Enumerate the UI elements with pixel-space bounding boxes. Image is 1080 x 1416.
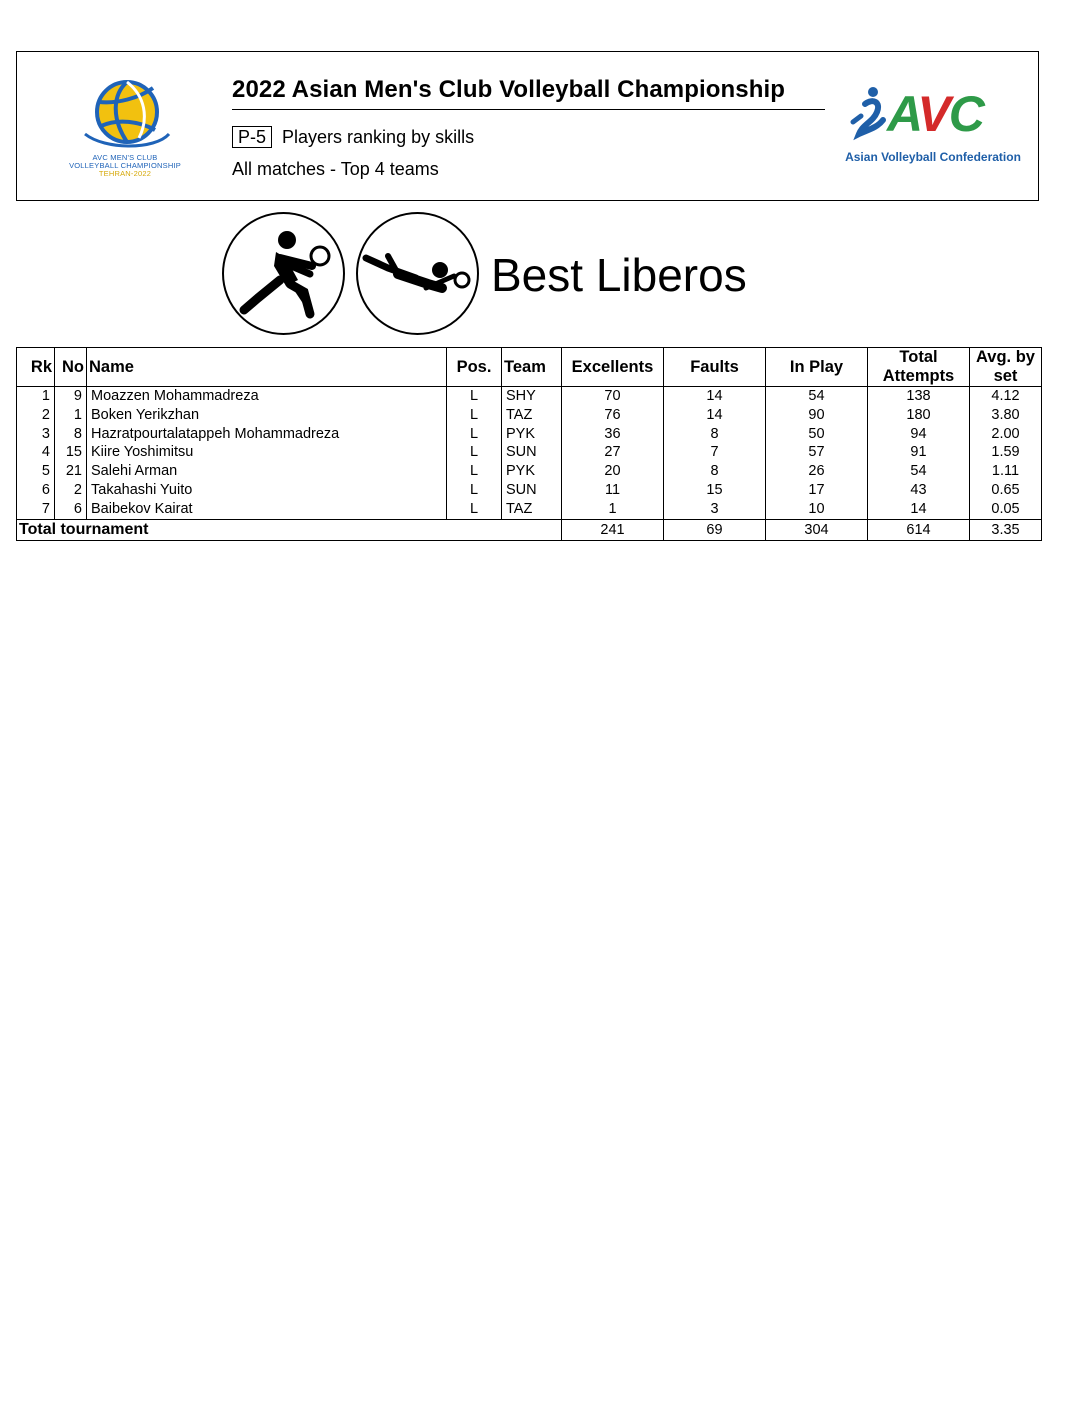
report-subtitle: All matches - Top 4 teams: [232, 159, 439, 179]
table-row: [17, 443, 1042, 462]
cell-faults: 15: [664, 481, 766, 500]
cell-total-attempts: 43: [868, 481, 970, 500]
cell-excellents: 1: [562, 500, 664, 519]
cell-no: 15: [55, 443, 87, 462]
cell-total-attempts: 180: [868, 406, 970, 425]
cell-faults: 8: [664, 425, 766, 444]
cell-excellents: 36: [562, 425, 664, 444]
cell-name: Salehi Arman: [87, 462, 447, 481]
cell-rk: 5: [17, 462, 55, 481]
cell-pos: L: [447, 500, 502, 519]
cell-rk: 2: [17, 406, 55, 425]
avc-caption: Asian Volleyball Confederation: [845, 150, 1021, 164]
col-faults: Faults: [664, 348, 766, 387]
logo-text-line-3: TEHRAN-2022: [98, 169, 152, 178]
cell-rk: 6: [17, 481, 55, 500]
cell-team: TAZ: [502, 500, 562, 519]
report-code-badge: P-5: [232, 126, 272, 148]
cell-avg: 0.65: [970, 481, 1042, 500]
col-avg-by-set: Avg. by set: [970, 348, 1042, 387]
volleyball-logo-icon: [65, 74, 185, 154]
cell-pos: L: [447, 406, 502, 425]
cell-pos: L: [447, 481, 502, 500]
logo-text-line-1: AVC MEN'S CLUB: [92, 153, 158, 162]
cell-faults: 3: [664, 500, 766, 519]
cell-excellents: 76: [562, 406, 664, 425]
table-row: [17, 406, 1042, 425]
cell-name: Boken Yerikzhan: [87, 406, 447, 425]
cell-excellents: 27: [562, 443, 664, 462]
cell-team: SUN: [502, 443, 562, 462]
cell-faults: 14: [664, 406, 766, 425]
total-faults: 69: [664, 519, 766, 540]
cell-total-attempts: 91: [868, 443, 970, 462]
cell-team: PYK: [502, 425, 562, 444]
volleyball-dig-icon: [222, 212, 345, 335]
cell-name: Takahashi Yuito: [87, 481, 447, 500]
cell-name: Hazratpourtalatappeh Mohammadreza: [87, 425, 447, 444]
cell-rk: 7: [17, 500, 55, 519]
total-excellents: 241: [562, 519, 664, 540]
cell-pos: L: [447, 462, 502, 481]
table-row: [17, 462, 1042, 481]
cell-in-play: 17: [766, 481, 868, 500]
cell-faults: 8: [664, 462, 766, 481]
cell-excellents: 11: [562, 481, 664, 500]
total-avg: 3.35: [970, 519, 1042, 540]
total-in-play: 304: [766, 519, 868, 540]
cell-team: PYK: [502, 462, 562, 481]
cell-in-play: 57: [766, 443, 868, 462]
col-pos: Pos.: [447, 348, 502, 387]
cell-pos: L: [447, 387, 502, 406]
page-title: 2022 Asian Men's Club Volleyball Championship: [232, 76, 785, 103]
cell-avg: 3.80: [970, 406, 1042, 425]
cell-name: Baibekov Kairat: [87, 500, 447, 519]
avc-letters: AVC: [887, 86, 983, 142]
col-in-play: In Play: [766, 348, 868, 387]
cell-in-play: 90: [766, 406, 868, 425]
cell-name: Kiire Yoshimitsu: [87, 443, 447, 462]
cell-rk: 3: [17, 425, 55, 444]
table-row: [17, 481, 1042, 500]
cell-in-play: 10: [766, 500, 868, 519]
cell-avg: 1.11: [970, 462, 1042, 481]
cell-team: SHY: [502, 387, 562, 406]
event-logo: [65, 74, 185, 186]
cell-pos: L: [447, 425, 502, 444]
cell-total-attempts: 14: [868, 500, 970, 519]
cell-no: 9: [55, 387, 87, 406]
section-title: Best Liberos: [491, 249, 747, 301]
logo-text-line-2: VOLLEYBALL CHAMPIONSHIP: [69, 161, 181, 170]
total-label: Total tournament: [17, 519, 562, 540]
cell-team: SUN: [502, 481, 562, 500]
cell-team: TAZ: [502, 406, 562, 425]
avc-logo: [843, 84, 1023, 166]
cell-avg: 2.00: [970, 425, 1042, 444]
cell-faults: 7: [664, 443, 766, 462]
report-header: [16, 51, 1039, 201]
cell-avg: 0.05: [970, 500, 1042, 519]
cell-in-play: 50: [766, 425, 868, 444]
report-code-row: [232, 126, 474, 148]
cell-total-attempts: 138: [868, 387, 970, 406]
col-rk: Rk: [17, 348, 55, 387]
liberos-ranking-table: [16, 347, 1042, 541]
cell-avg: 1.59: [970, 443, 1042, 462]
title-divider: [232, 109, 825, 110]
cell-no: 2: [55, 481, 87, 500]
report-title: Players ranking by skills: [282, 126, 475, 147]
table-row: [17, 500, 1042, 519]
cell-avg: 4.12: [970, 387, 1042, 406]
table-total-row: [17, 519, 1042, 540]
col-name: Name: [87, 348, 447, 387]
volleyball-dive-icon: [356, 212, 479, 335]
cell-excellents: 20: [562, 462, 664, 481]
cell-rk: 1: [17, 387, 55, 406]
col-excellents: Excellents: [562, 348, 664, 387]
cell-faults: 14: [664, 387, 766, 406]
cell-no: 6: [55, 500, 87, 519]
cell-rk: 4: [17, 443, 55, 462]
col-total-attempts: Total Attempts: [868, 348, 970, 387]
table-header-row: [17, 348, 1042, 387]
cell-total-attempts: 54: [868, 462, 970, 481]
cell-no: 21: [55, 462, 87, 481]
table-row: [17, 425, 1042, 444]
table-row: [17, 387, 1042, 406]
cell-in-play: 54: [766, 387, 868, 406]
col-no: No: [55, 348, 87, 387]
cell-no: 1: [55, 406, 87, 425]
total-attempts: 614: [868, 519, 970, 540]
cell-name: Moazzen Mohammadreza: [87, 387, 447, 406]
cell-in-play: 26: [766, 462, 868, 481]
cell-excellents: 70: [562, 387, 664, 406]
cell-no: 8: [55, 425, 87, 444]
cell-total-attempts: 94: [868, 425, 970, 444]
cell-pos: L: [447, 443, 502, 462]
col-team: Team: [502, 348, 562, 387]
